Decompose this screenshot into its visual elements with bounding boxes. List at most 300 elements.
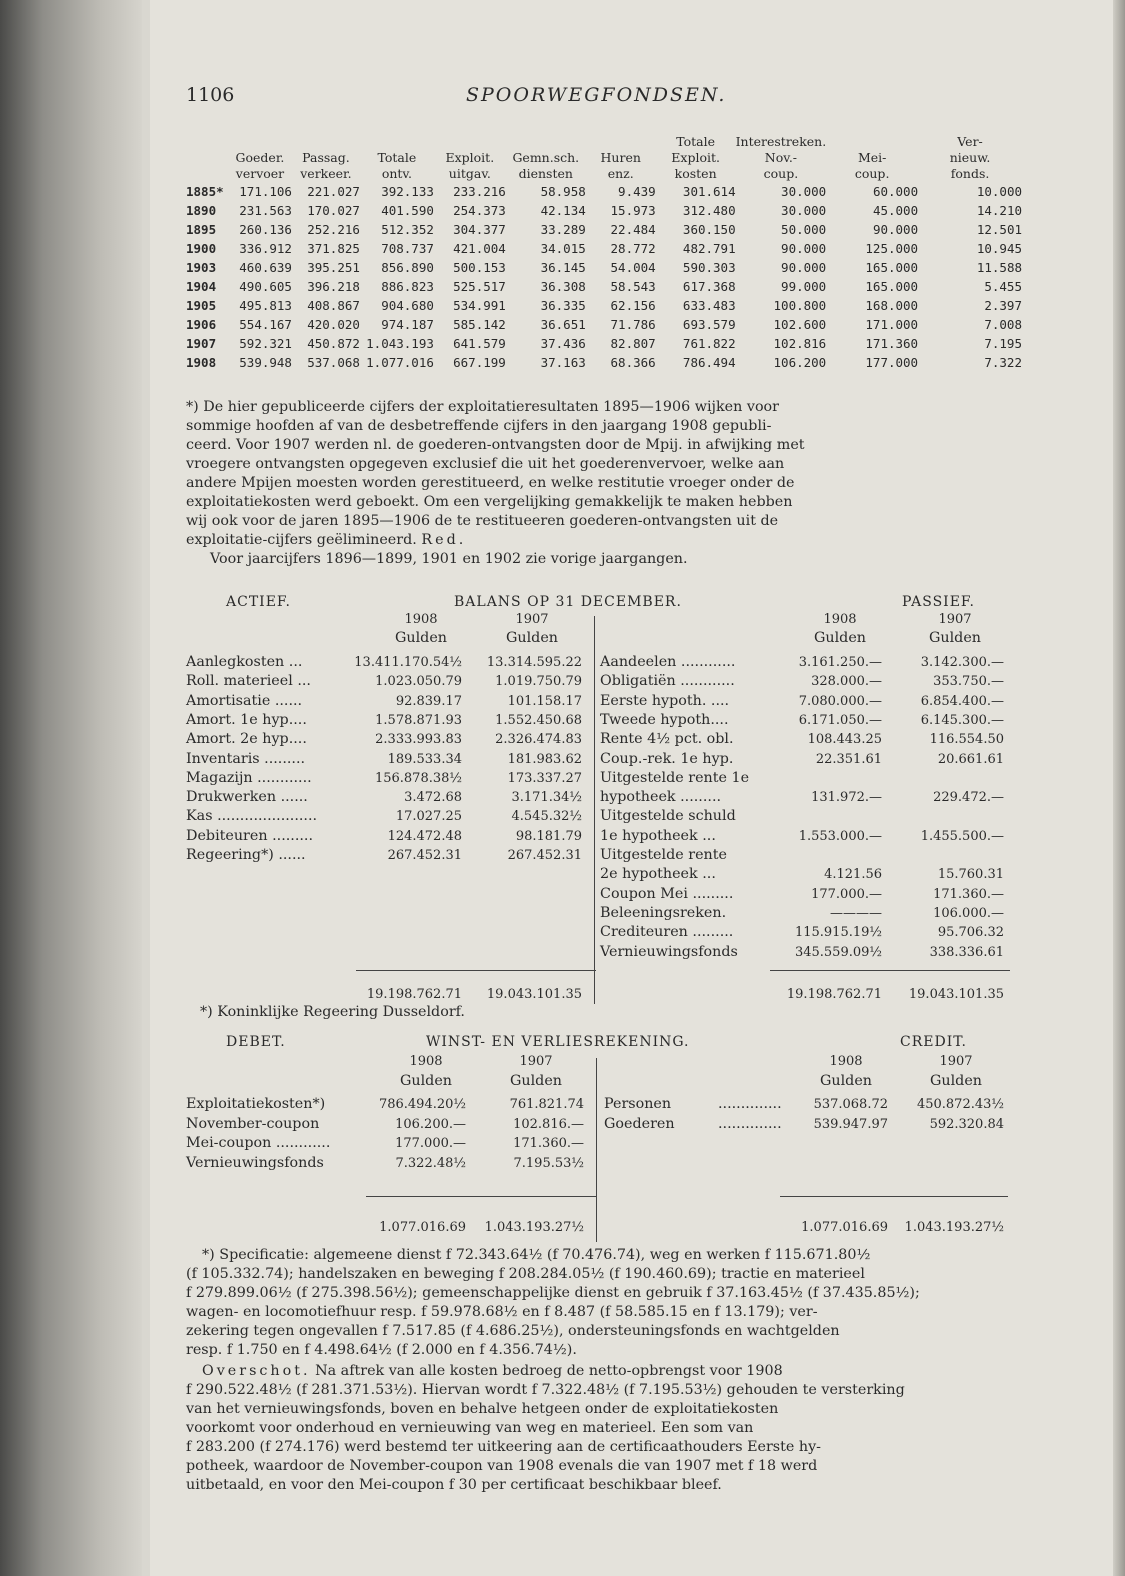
book-spine-shadow [0,0,142,1576]
total-1907: 1.043.193.27½ [904,1220,1004,1235]
value-cell: 11.588 [976,260,1022,275]
overschot-text: uitbetaald, en voor den Mei-coupon f 30 per certificaat beschikbaar bleef. [186,1477,722,1493]
column-header: coup. [854,166,890,181]
value-cell: 33.289 [540,222,586,237]
note-line: exploitatie-cijfers geëlimineerd. Red. [186,532,467,548]
total-1908: 1.077.016.69 [379,1220,466,1235]
year-cell: 1900 [186,241,217,256]
overschot-text: Na aftrek van alle kosten bedroeg de netto-opbrengst voor 1908 [315,1363,783,1379]
value-cell: 5.455 [984,279,1022,294]
total-1907: 19.043.101.35 [908,987,1004,1002]
total-1907: 19.043.101.35 [486,987,582,1002]
account-label: Inventaris ......... [186,750,306,767]
value-1908: 22.351.61 [815,751,882,767]
value-cell: 592.321 [239,336,292,351]
spec-line: f 279.899.06½ (f 275.398.56½); gemeenschappelijke dienst en gebruik f 37.163.45½ (f 37.435.85½); [186,1285,920,1301]
value-1907: 7.195.53½ [513,1155,584,1171]
value-cell: 221.027 [307,184,360,199]
value-cell: 71.786 [610,317,656,332]
overschot-text: f 283.200 (f 274.176) werd bestemd ter uitkeering aan de certificaathouders Eerste hy- [186,1439,822,1455]
value-cell: 90.000 [781,260,827,275]
value-cell: 904.680 [381,298,434,313]
column-header: kosten [674,166,717,181]
table-row [186,239,1022,258]
value-1907: 3.142.300.— [920,655,1004,670]
note-reference: Voor jaarcijfers 1896—1899, 1901 en 1902 zie vorige jaargangen. [210,551,688,567]
overschot-paragraph [186,1362,1018,1495]
value-cell: 534.991 [453,298,506,313]
value-cell: 7.322 [984,355,1022,370]
value-1908: 786.494.20½ [378,1097,466,1112]
value-cell: 30.000 [781,203,827,218]
account-label: 1e hypotheek ... [600,827,716,844]
column-header [586,134,656,150]
column-header: Gemn.sch. [512,150,580,165]
value-1907: 98.181.79 [515,828,582,844]
value-1907: 1.019.750.79 [495,674,582,690]
value-1907: 6.145.300.— [920,712,1004,728]
value-1907: 173.337.27 [507,770,582,786]
year-header: 1908 [829,1054,863,1069]
value-cell: 100.800 [773,298,827,313]
value-cell: 617.368 [682,279,736,294]
table-row [186,182,1022,201]
total-1907: 1.043.193.27½ [484,1220,584,1235]
account-label: Exploitatiekosten*) [186,1096,326,1112]
value-1907: 20.661.61 [937,751,1004,767]
column-header [506,134,586,150]
account-label: Amort. 2e hyp.... [186,731,307,748]
value-1907: 267.452.31 [507,848,582,863]
column-header [360,134,434,150]
value-cell: 90.000 [872,222,919,237]
account-label: Debiteuren ......... [186,827,314,844]
value-cell: 421.004 [453,241,506,256]
year-header: 1907 [938,612,972,627]
spec-line: resp. f 1.750 en f 4.498.64½ (f 2.000 en f 4.356.74½). [186,1342,577,1358]
account-label: Tweede hypoth.... [600,711,729,728]
account-label: Amort. 1e hyp.... [186,711,307,728]
value-1908: 1.553.000.— [798,828,882,844]
column-header: vervoer [235,166,285,181]
value-cell: 37.436 [540,336,586,351]
value-1907: 6.854.400.— [920,693,1004,709]
value-1907: 592.320.84 [929,1116,1004,1132]
value-cell: 450.872 [307,336,360,351]
value-cell: 408.867 [307,298,360,313]
account-label: Uitgestelde rente [600,847,727,863]
account-label: Mei-coupon ............ [186,1135,331,1151]
value-1907: 171.360.— [513,1136,584,1151]
table-row [186,296,1022,315]
year-cell: 1904 [186,279,217,294]
account-label: 2e hypotheek ... [600,866,716,883]
value-1907: 229.472.— [933,790,1004,806]
actief-heading: ACTIEF. [226,594,291,610]
value-1907: 102.816.— [513,1116,584,1132]
year-header: 1907 [515,612,549,627]
value-cell: 171.000 [865,317,919,332]
column-header: uitgav. [448,166,491,181]
year-header: 1908 [409,1054,443,1069]
unit-header: Gulden [819,1073,873,1089]
value-cell: 554.167 [239,317,292,332]
value-cell: 254.373 [453,203,506,218]
note-line: ceerd. Voor 1907 werden nl. de goederen-ontvangsten door de Mpij. in afwijking met [186,437,805,453]
account-label: hypotheek ......... [600,789,722,806]
year-cell: 1905 [186,298,217,313]
value-1908: 92.839.17 [395,693,462,709]
column-header [434,134,506,150]
value-cell: 106.200 [773,355,827,370]
value-cell: 36.145 [540,260,586,275]
spec-line: zekering tegen ongevallen f 7.517.85 (f 4.686.25½), ondersteuningsfonds en wachtgelden [186,1323,840,1339]
value-1907: 101.158.17 [507,693,582,709]
value-cell: 45.000 [872,203,919,218]
overschot-line [186,1419,1018,1438]
value-1907: 95.706.32 [937,925,1004,941]
winst-title: WINST- EN VERLIESREKENING. [426,1034,690,1050]
value-1908: 2.333.993.83 [375,732,462,748]
column-header [186,134,228,150]
value-cell: 401.590 [381,203,434,218]
column-header: ontv. [381,166,412,181]
value-1908: 124.472.48 [387,828,462,844]
header-row [186,166,1022,182]
value-1907: 181.983.62 [507,751,582,767]
account-label: Kas ...................... [186,808,318,825]
note-line: andere Mpijen moesten worden gerestitueerd, en welke restitutie vroeger onder de [186,475,795,491]
overschot-line [186,1476,1018,1495]
overschot-text: van het vernieuwingsfonds, boven en behalve hetgeen onder de exploitatiekosten [186,1401,779,1417]
column-header: Goeder. [235,150,285,165]
year-cell: 1907 [186,336,217,351]
value-cell: 12.501 [976,222,1022,237]
value-cell: 490.605 [239,279,292,294]
account-label: Crediteuren ......... [600,924,734,941]
value-cell: 22.484 [610,222,656,237]
column-header: Exploit. [671,150,720,165]
value-cell: 708.737 [381,241,434,256]
value-cell: 7.008 [984,317,1022,332]
overschot-line [186,1438,1018,1457]
column-header [186,150,228,166]
account-label: Drukwerken ...... [186,789,308,806]
account-label: Coupon Mei ......... [600,885,734,902]
value-cell: 14.210 [976,203,1022,218]
value-cell: 37.163 [540,355,586,370]
value-cell: 62.156 [610,298,656,313]
value-1908: 539.947.97 [813,1116,888,1132]
value-1908: 17.027.25 [395,809,462,825]
column-header [826,134,918,150]
column-header [186,166,228,182]
value-cell: 460.639 [239,260,292,275]
overschot-text: f 290.522.48½ (f 281.371.53½). Hiervan wordt f 7.322.48½ (f 7.195.53½) gehouden te versterking [186,1382,905,1398]
value-cell: 54.004 [610,260,656,275]
column-header: Totale [676,134,716,149]
note-line: sommige hoofden af van de desbetreffende cijfers in den jaargang 1908 gepubli- [186,418,772,434]
header-row [186,150,1022,166]
table-row [186,353,1022,372]
column-header: Totale [377,150,417,165]
value-1907: 2.326.474.83 [495,732,582,748]
account-label: Aanlegkosten ... [186,654,303,670]
value-cell: 82.807 [610,336,656,351]
column-header: Exploit. [445,150,495,165]
value-1907: 338.336.61 [929,944,1004,960]
value-cell: 641.579 [453,336,506,351]
value-1907: 106.000.— [933,905,1004,921]
value-cell: 482.791 [682,241,736,256]
value-cell: 10.000 [976,184,1022,199]
value-cell: 30.000 [781,184,827,199]
value-1907: 353.750.— [933,674,1004,690]
value-cell: 28.772 [610,241,656,256]
column-header: Huren [600,150,641,165]
value-1908: 106.200.— [395,1116,466,1132]
account-label: Amortisatie ...... [186,692,303,709]
account-label: Magazijn ............ [186,769,312,786]
value-1908: 13.411.170.54½ [354,655,462,670]
account-label: Vernieuwingsfonds [600,943,738,960]
value-cell: 7.195 [984,336,1022,351]
column-header: Passag. [302,150,350,165]
value-cell: 99.000 [781,279,827,294]
value-1908: 537.068.72 [813,1097,888,1112]
value-cell: 9.439 [618,184,656,199]
note-line: vroegere ontvangsten opgegeven exclusief die uit het goederenvervoer, welke aan [186,456,785,472]
value-cell: 68.366 [610,355,656,370]
value-cell: 15.973 [610,203,656,218]
account-label: Goederen [604,1115,675,1132]
spec-line: wagen- en locomotiefhuur resp. f 59.978.68½ en f 8.487 (f 58.585.15 en f 13.179); ver- [186,1304,818,1320]
value-1908: 7.322.48½ [395,1155,466,1171]
value-cell: 58.543 [610,279,656,294]
value-cell: 392.133 [381,184,434,199]
overschot-line [186,1400,1018,1419]
overschot-line [186,1381,1018,1400]
account-label: Uitgestelde schuld [600,808,736,825]
value-cell: 786.494 [682,355,736,370]
value-cell: 168.000 [865,298,919,313]
value-cell: 633.483 [682,298,736,313]
total-rule [780,1196,1008,1197]
page-edge [1113,0,1125,1576]
value-1908: 156.878.38½ [374,770,462,786]
year-header: 1907 [939,1054,973,1069]
column-divider [596,1058,597,1242]
year-cell: 1890 [186,203,217,218]
year-header: 1908 [404,612,438,627]
account-label: Eerste hypoth. .... [600,692,730,709]
table-row [186,315,1022,334]
credit-heading: CREDIT. [900,1034,967,1050]
column-header: diensten [518,166,573,181]
value-cell: 301.614 [682,184,736,199]
value-cell: 886.823 [381,279,434,294]
spec-line: (f 105.332.74); handelszaken en beweging f 208.284.05½ (f 190.460.69); tractie en materieel [186,1266,865,1282]
column-header: Ver- [957,134,983,149]
value-cell: 90.000 [781,241,827,256]
overschot-text: voorkomt voor onderhoud en vernieuwing van weg en materieel. Een som van [186,1420,754,1436]
footnote-exploitation [186,398,1018,569]
value-1908: 267.452.31 [387,848,462,863]
value-1908: 177.000.— [811,886,882,902]
value-1907: 761.821.74 [509,1097,584,1112]
total-rule [770,970,1010,971]
unit-header: Gulden [928,630,982,646]
year-cell: 1908 [186,355,217,370]
value-1907: 3.171.34½ [511,790,582,806]
value-1908: 3.161.250.— [798,655,882,670]
value-cell: 495.813 [239,298,292,313]
value-1908: 131.972.— [811,790,882,806]
column-divider [594,616,595,1004]
value-cell: 231.563 [239,203,292,218]
unit-header: Gulden [813,630,867,646]
year-header: 1908 [823,612,857,627]
leader-dots: .............. [718,1115,782,1132]
balans-title: BALANS OP 31 DECEMBER. [454,594,682,610]
value-1907: 13.314.595.22 [486,655,582,670]
value-cell: 312.480 [682,203,736,218]
value-cell: 1.043.193 [366,336,434,351]
page-number: 1106 [186,84,235,106]
column-header: nieuw. [949,150,991,165]
year-cell: 1906 [186,317,217,332]
total-1908: 19.198.762.71 [366,987,462,1002]
value-cell: 260.136 [239,222,292,237]
value-1908: 108.443.25 [807,732,882,748]
value-1908: 4.121.56 [824,867,882,883]
note-line: exploitatiekosten werd geboekt. Om een vergelijking gemakkelijk te maken hebben [186,494,793,510]
editor-mark: Red. [421,532,467,548]
account-label: November-coupon [186,1115,320,1132]
account-label: Beleeningsreken. [600,904,727,921]
value-cell: 170.027 [307,203,360,218]
note-line: *) De hier gepubliceerde cijfers der exploitatieresultaten 1895—1906 wijken voor [186,399,779,415]
column-header: Mei- [857,150,887,165]
value-cell: 974.187 [381,317,434,332]
value-cell: 512.352 [381,222,434,237]
value-1907: 116.554.50 [929,732,1004,748]
unit-header: Gulden [509,1073,563,1089]
column-header: coup. [763,166,799,181]
value-cell: 102.816 [773,336,827,351]
value-cell: 525.517 [453,279,506,294]
value-cell: 336.912 [239,241,292,256]
value-cell: 36.308 [540,279,586,294]
value-1908: 6.171.050.— [798,712,882,728]
total-rule [356,970,596,971]
year-cell: 1903 [186,260,217,275]
passief-heading: PASSIEF. [902,594,975,610]
page-title: SPOORWEGFONDSEN. [466,84,727,106]
value-cell: 36.335 [540,298,586,313]
spec-line: *) Specificatie: algemeene dienst f 72.343.64½ (f 70.476.74), weg en werken f 115.671.80½ [202,1247,871,1263]
value-1908: 1.578.871.93 [375,712,462,728]
year-header: 1907 [519,1054,553,1069]
year-cell: 1885* [186,184,224,199]
value-cell: 360.150 [682,222,736,237]
overschot-line [186,1457,1018,1476]
column-header [292,134,360,150]
value-cell: 2.397 [984,298,1022,313]
value-cell: 856.890 [381,260,434,275]
value-cell: 42.134 [540,203,586,218]
value-1907: 450.872.43½ [916,1097,1004,1112]
value-cell: 60.000 [872,184,919,199]
value-cell: 539.948 [239,355,292,370]
value-cell: 36.651 [540,317,586,332]
leader-dots: .............. [718,1096,782,1112]
column-header: verkeer. [300,166,352,181]
value-1908: 345.559.09½ [794,944,882,960]
table-row [186,334,1022,353]
year-cell: 1895 [186,222,217,237]
value-cell: 761.822 [682,336,736,351]
value-cell: 304.377 [453,222,506,237]
account-label: Obligatiën ............ [600,673,735,690]
value-cell: 171.106 [239,184,292,199]
account-label: Aandeelen ............ [600,654,736,670]
unit-header: Gulden [399,1073,453,1089]
value-1907: 171.360.— [933,886,1004,902]
value-cell: 102.600 [773,317,827,332]
value-1908: 177.000.— [395,1136,466,1151]
table-row [186,201,1022,220]
footnote-specification [186,1246,1018,1360]
note-line: wij ook voor de jaren 1895—1906 de te restitueeren goederen-ontvangsten uit de [186,513,779,529]
value-cell: 395.251 [307,260,360,275]
unit-header: Gulden [929,1073,983,1089]
value-cell: 693.579 [682,317,736,332]
overschot-line [186,1362,1018,1381]
column-header [228,134,292,150]
value-1908: 189.533.34 [387,751,462,767]
value-1908: 1.023.050.79 [375,674,462,690]
value-cell: 58.958 [540,184,586,199]
value-cell: 10.945 [976,241,1022,256]
total-1908: 19.198.762.71 [786,987,882,1002]
value-1908: ———— [830,905,882,921]
value-cell: 165.000 [865,279,919,294]
value-1907: 15.760.31 [937,867,1004,883]
balans-footnote: *) Koninklijke Regeering Dusseldorf. [200,1004,465,1020]
column-header: Interestreken. [735,134,827,149]
column-header: enz. [607,166,634,181]
value-cell: 171.360 [865,336,919,351]
table-row [186,220,1022,239]
value-1908: 7.080.000.— [798,693,882,709]
column-header: fonds. [950,166,990,181]
unit-header: Gulden [394,630,448,646]
value-cell: 252.216 [307,222,360,237]
table-row [186,277,1022,296]
column-header: Nov.- [764,150,798,165]
value-cell: 125.000 [865,241,919,256]
account-label: Regeering*) ...... [186,847,306,863]
header-row [186,134,1022,150]
value-cell: 1.077.016 [366,355,434,370]
table-row [186,258,1022,277]
value-cell: 590.303 [682,260,736,275]
value-cell: 34.015 [540,241,586,256]
account-label: Roll. materieel ... [186,673,311,690]
unit-header: Gulden [505,630,559,646]
value-cell: 233.216 [453,184,506,199]
